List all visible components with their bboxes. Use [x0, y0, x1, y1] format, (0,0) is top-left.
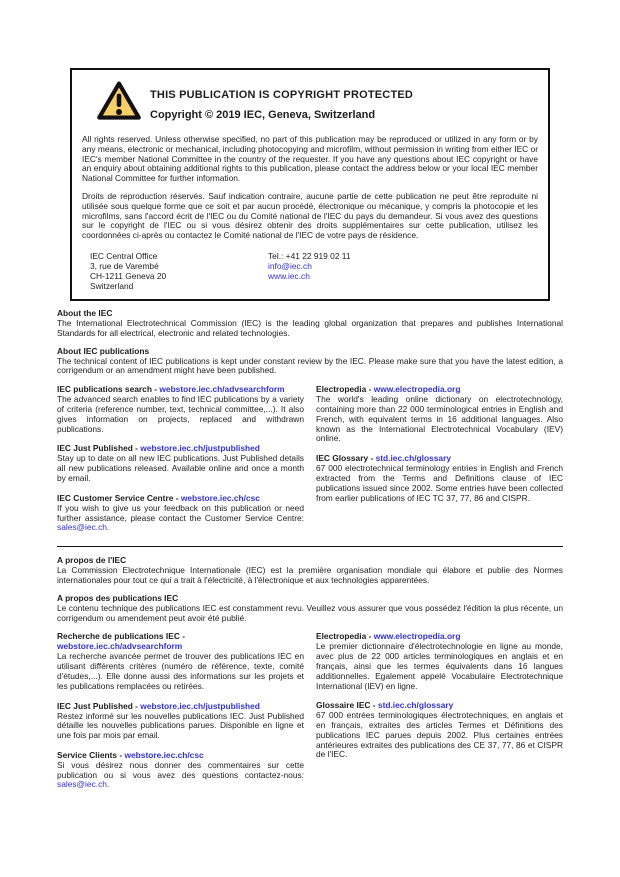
resource-body: [57, 504, 304, 533]
resources-column-right-en: [316, 384, 563, 542]
resources-column-left-fr: [57, 631, 304, 799]
copyright-paragraph-fr: Droits de reproduction réservés. Sauf indication contraire, aucune partie de cette publication ne peut être reproduite ni utilisée sous quelque forme que ce soit et par aucun procédé, électronique ou mécanique, y compris la photocopie et les microfilms, sans l'accord écrit de l'IEC ou du Comité national de l'IEC du pays du demandeur. Si vous avez des questions sur le copyright de l'IEC ou si vous désirez obtenir des droits supplémentaires sur cette publication, utilisez les coordonnées ci-après ou contactez le Comité national de l'IEC de votre pays de résidence.: [82, 190, 538, 241]
email-link[interactable]: info@iec.ch: [268, 260, 312, 271]
copyright-subtitle: Copyright © 2019 IEC, Geneva, Switzerland: [150, 108, 376, 121]
resource-body: Le premier dictionnaire d'électrotechnologie en ligne au monde, avec plus de 22 000 articles terminologiques en anglais et en français, ainsi que les termes équivalents dans 16 langues additionnelles. Egalement appelé Vocabulaire Electrotechnique International (IEV) en ligne.: [316, 641, 563, 691]
about-publications-body-fr: Le contenu technique des publications IEC est constamment revu. Veuillez vous assurer que vous possédez l'édition la plus récente, un corrigendum ou amendement peut avoir été publié.: [57, 602, 563, 623]
address-line: 3, rue de Varembé: [90, 260, 159, 271]
resource-body: 67 000 electrotechnical terminology entries in English and French extracted from the Terms and Definitions clause of IEC publications issued since 2002. Some entries have been collected from earlier publications of IEC TC 37, 77, 86 and CISPR.: [316, 463, 563, 503]
contact-block: [268, 251, 351, 291]
resources-column-right-fr: [316, 631, 563, 799]
resource-title: Recherche de publications IEC -: [57, 631, 185, 642]
resource-electropedia-fr: [316, 631, 563, 691]
section-divider: [57, 546, 563, 547]
resource-just-published-en: [57, 443, 304, 483]
sales-email-link[interactable]: sales@iec.ch.: [57, 522, 110, 533]
copyright-box-header: [96, 80, 540, 127]
resource-body: The world's leading online dictionary on electrotechnology, containing more than 22 000 terminological entries in English and French, with equivalent terms in 16 additional languages. Also known as the International Electrotechnical Vocabulary (IEV) online.: [316, 394, 563, 444]
resource-service-clients: [57, 750, 304, 790]
resource-title: IEC publications search -: [57, 384, 160, 395]
copyright-box-titles: [150, 87, 413, 121]
resource-body: [57, 761, 304, 790]
copyright-title: THIS PUBLICATION IS COPYRIGHT PROTECTED: [150, 88, 414, 101]
phone-number: Tel.: +41 22 919 02 11: [268, 250, 351, 261]
address-contact-row: [90, 251, 538, 291]
copyright-box: [70, 68, 550, 301]
resource-title: Glossaire IEC -: [316, 700, 378, 711]
resource-just-published-fr: [57, 701, 304, 741]
resource-link[interactable]: std.iec.ch/glossary: [377, 700, 454, 711]
resource-link[interactable]: webstore.iec.ch/justpublished: [140, 700, 260, 711]
about-iec-heading-en: About the IEC: [57, 307, 113, 318]
about-publications-heading-fr: A propos des publications IEC: [57, 592, 179, 603]
address-block: [90, 251, 268, 291]
resource-link[interactable]: webstore.iec.ch/advsearchform: [159, 384, 285, 395]
sales-email-link[interactable]: sales@iec.ch.: [57, 779, 110, 790]
resource-body: Stay up to date on all new IEC publications. Just Published details all new publications released. Available online and once a month by email.: [57, 453, 304, 483]
about-publications-heading-en: About IEC publications: [57, 345, 150, 356]
resource-customer-service-centre: [57, 493, 304, 533]
resource-link[interactable]: webstore.iec.ch/justpublished: [140, 443, 260, 454]
resource-title: Electropedia -: [316, 384, 374, 395]
about-publications-body-en: The technical content of IEC publications is kept under constant review by the IEC. Please make sure that you have the latest edition, a corrigendum or an amendment might have been published.: [57, 355, 563, 376]
warning-triangle-icon: [96, 80, 142, 127]
resource-link[interactable]: webstore.iec.ch/advsearchform: [57, 641, 183, 652]
resource-recherche-publications: [57, 631, 304, 691]
resources-column-left-en: [57, 384, 304, 542]
resources-columns-fr: [57, 631, 563, 799]
resource-body: 67 000 entrées terminologiques électrotechniques, en anglais et en français, extraites des articles Termes et Définitions des publications IEC parues depuis 2002. Plus certaines entrées antérieures extraites des publications des CE 37, 77, 86 et CISPR de l'IEC.: [316, 710, 563, 760]
resource-title: IEC Just Published -: [57, 443, 141, 454]
resource-link[interactable]: www.electropedia.org: [373, 631, 461, 642]
resource-title: IEC Glossary -: [316, 453, 376, 464]
resource-electropedia-en: [316, 384, 563, 444]
resource-glossary-en: [316, 453, 563, 503]
resource-body: Restez informé sur les nouvelles publications IEC. Just Published détaille les nouvelles publications parues. Disponible en ligne et une fois par mois par email.: [57, 710, 304, 741]
about-iec-heading-fr: A propos de l'IEC: [57, 555, 127, 566]
website-link[interactable]: www.iec.ch: [268, 270, 310, 281]
page-content: [57, 308, 563, 799]
copyright-paragraph-en: All rights reserved. Unless otherwise specified, no part of this publication may be reproduced or utilized in any form or by any means, electronic or mechanical, including photocopying and microfilm, without permission in writing from either IEC or IEC's member National Committee in the country of the requester. If you have any questions about IEC copyright or have an enquiry about obtaining additional rights to this publication, please contact the address below or your local IEC member National Committee for further information.: [82, 134, 538, 184]
address-line: IEC Central Office: [90, 250, 158, 261]
resources-columns-en: [57, 384, 563, 542]
resource-body: La recherche avancée permet de trouver des publications IEC en utilisant différents critères (numéro de référence, texte, comité d'études,...). Elle donne aussi des informations sur les projets et les publications remplacées ou retirées.: [57, 651, 304, 691]
resource-body: The advanced search enables to find IEC publications by a variety of criteria (reference number, text, technical committee,...). It also gives information on projects, replaced and withdrawn publications.: [57, 394, 304, 434]
about-iec-body-fr: La Commission Electrotechnique Internationale (IEC) est la première organisation mondiale qui élabore et publie des Normes internationales pour tout ce qui a trait à l'électricité, à l'électronique et aux technologies apparentées.: [57, 565, 563, 585]
resource-glossaire-fr: [316, 700, 563, 760]
resource-title: IEC Customer Service Centre -: [57, 492, 181, 503]
resource-title: Electropedia -: [316, 631, 374, 642]
address-line: CH-1211 Geneva 20: [90, 270, 167, 281]
resource-title: IEC Just Published -: [57, 700, 141, 711]
resource-link[interactable]: webstore.iec.ch/csc: [124, 749, 204, 760]
resource-link[interactable]: www.electropedia.org: [373, 384, 461, 395]
address-line: Switzerland: [90, 280, 134, 291]
resource-title: Service Clients -: [57, 749, 125, 760]
resource-link[interactable]: std.iec.ch/glossary: [375, 453, 451, 464]
resource-publications-search: [57, 384, 304, 434]
about-iec-body-en: The International Electrotechnical Commission (IEC) is the leading global organization that prepares and publishes International Standards for all electrical, electronic and related technologies.: [57, 317, 563, 338]
resource-body-text: If you wish to give us your feedback on this publication or need further assistance, please contact the Customer Service Centre:: [57, 502, 304, 523]
resource-link[interactable]: webstore.iec.ch/csc: [180, 492, 260, 503]
resource-body-text: Si vous désirez nous donner des commentaires sur cette publication ou si vous avez des questions contactez-nous:: [57, 759, 304, 780]
